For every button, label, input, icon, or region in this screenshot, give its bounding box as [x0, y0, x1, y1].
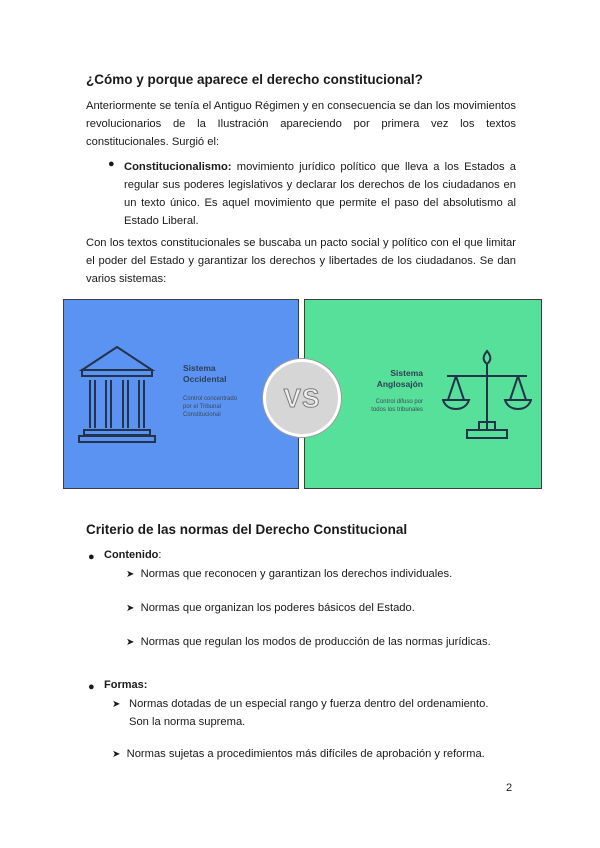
contenido-label: Contenido: — [104, 549, 162, 561]
bullet-dot: ● — [108, 158, 115, 170]
formas-label: Formas: — [104, 679, 148, 691]
arrow-bullet-icon: ➤ — [112, 699, 121, 710]
bullet-term: Constitucionalismo: — [124, 161, 232, 173]
vs-label: VS — [283, 382, 321, 413]
anglosajon-description: Control difuso por todos los tribunales — [371, 399, 423, 413]
closing-paragraph: Con los textos constitucionales se buscaba un pacto social y político con el que limitar el poder del Estado y garantizar los derechos y libertades de los ciudadanos. Se dan varios sistemas: — [86, 237, 516, 285]
arrow-bullet-icon: ➤ — [112, 749, 121, 760]
section-heading-criteria: Criterio de las normas del Derecho Constitucional — [86, 522, 408, 537]
page-number: 2 — [506, 782, 513, 794]
arrow-bullet-icon: ➤ — [126, 603, 135, 614]
bullet-dot: ● — [88, 551, 95, 563]
intro-paragraph: Anteriormente se tenía el Antiguo Régimen y en consecuencia se dan los movimientos revolucionarios de la Ilustración apareciendo por primera vez los textos constitucionales. Surgió el: — [86, 100, 516, 148]
list-item: ➤ Normas sujetas a procedimientos más difíciles de aprobación y reforma. — [112, 748, 485, 760]
list-item: ➤ Normas que regulan los modos de producción de las normas jurídicas. — [126, 636, 491, 648]
bullet-definition: movimiento jurídico político que lleva a los Estados a regular sus poderes legislativos y declarar los derechos de los ciudadanos en un texto único. Es aquel movimiento que permite el paso del absolutismo al Estado Liberal. — [124, 161, 516, 227]
bullet-dot: ● — [88, 681, 95, 693]
list-item — [112, 695, 120, 714]
formas-item-supreme: Normas dotadas de un especial rango y fuerza dentro del ordenamiento. Son la norma suprema. — [129, 698, 489, 728]
justice-scale-icon — [442, 348, 532, 444]
systems-comparison-figure — [63, 299, 542, 490]
occidental-title: Sistema Occidental — [183, 363, 227, 384]
anglosajon-title: Sistema Anglosajón — [376, 368, 423, 389]
constitucionalismo-bullet — [124, 158, 516, 230]
vs-badge — [263, 359, 341, 437]
list-item: ➤ Normas que organizan los poderes básicos del Estado. — [126, 602, 415, 614]
arrow-bullet-icon: ➤ — [126, 569, 135, 580]
occidental-description: Control concentrado por el Tribunal Constitucional — [183, 396, 238, 418]
arrow-bullet-icon: ➤ — [126, 637, 135, 648]
list-item: ➤ Normas que reconocen y garantizan los derechos individuales. — [126, 568, 453, 580]
section-heading-origin: ¿Cómo y porque aparece el derecho constitucional? — [86, 72, 423, 87]
greek-temple-icon — [78, 344, 156, 444]
